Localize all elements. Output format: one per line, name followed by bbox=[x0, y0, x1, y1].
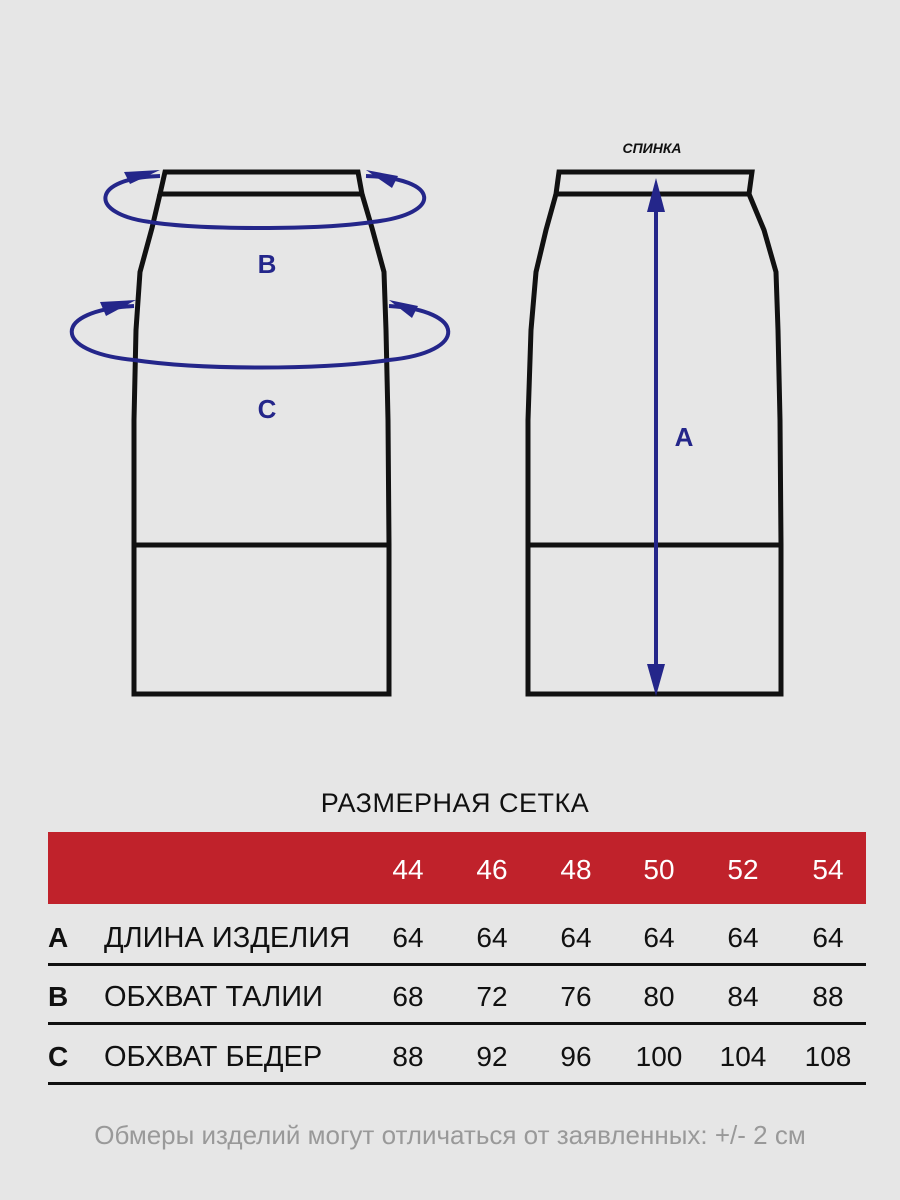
row-value: 92 bbox=[476, 1041, 508, 1072]
row-value: 88 bbox=[812, 981, 844, 1012]
row-value: 76 bbox=[560, 981, 592, 1012]
label-b: B bbox=[257, 249, 277, 279]
size-header-cell: 54 bbox=[812, 854, 844, 885]
row-value: 64 bbox=[476, 922, 508, 953]
size-header-cell: 52 bbox=[727, 854, 759, 885]
table-row bbox=[48, 1031, 866, 1087]
size-header-cell: 50 bbox=[643, 854, 675, 885]
row-name: ОБХВАТ ТАЛИИ bbox=[104, 981, 323, 1013]
size-header-cell: 44 bbox=[392, 854, 424, 885]
size-header-cell: 48 bbox=[560, 854, 592, 885]
row-value: 64 bbox=[560, 922, 592, 953]
row-value: 64 bbox=[643, 922, 675, 953]
row-value: 68 bbox=[392, 981, 424, 1012]
row-divider bbox=[48, 1082, 866, 1085]
size-header-cell: 46 bbox=[476, 854, 508, 885]
row-value: 84 bbox=[727, 981, 759, 1012]
row-letter: B bbox=[48, 981, 69, 1012]
row-divider bbox=[48, 1022, 866, 1025]
footnote: Обмеры изделий могут отличаться от заявленных: +/- 2 см bbox=[94, 1120, 806, 1150]
hip-measure-arrow bbox=[72, 300, 449, 368]
row-letter: A bbox=[48, 922, 69, 953]
row-value: 80 bbox=[643, 981, 675, 1012]
row-value: 100 bbox=[635, 1041, 683, 1072]
row-name: ОБХВАТ БЕДЕР bbox=[104, 1041, 323, 1073]
size-chart-title: РАЗМЕРНАЯ СЕТКА bbox=[320, 788, 590, 818]
label-c: C bbox=[257, 394, 277, 424]
row-value: 104 bbox=[719, 1041, 767, 1072]
label-a: A bbox=[674, 422, 694, 452]
table-row bbox=[48, 912, 866, 968]
row-value: 72 bbox=[476, 981, 508, 1012]
back-label: СПИНКА bbox=[622, 140, 682, 156]
row-value: 108 bbox=[804, 1041, 852, 1072]
row-value: 64 bbox=[392, 922, 424, 953]
size-header-band bbox=[48, 832, 866, 904]
row-name: ДЛИНА ИЗДЕЛИЯ bbox=[104, 922, 351, 954]
row-divider bbox=[48, 963, 866, 966]
length-measure-arrow bbox=[647, 178, 665, 696]
row-letter: C bbox=[48, 1041, 69, 1072]
row-value: 64 bbox=[727, 922, 759, 953]
row-value: 64 bbox=[812, 922, 844, 953]
row-value: 96 bbox=[560, 1041, 592, 1072]
table-row bbox=[48, 971, 866, 1027]
row-value: 88 bbox=[392, 1041, 424, 1072]
